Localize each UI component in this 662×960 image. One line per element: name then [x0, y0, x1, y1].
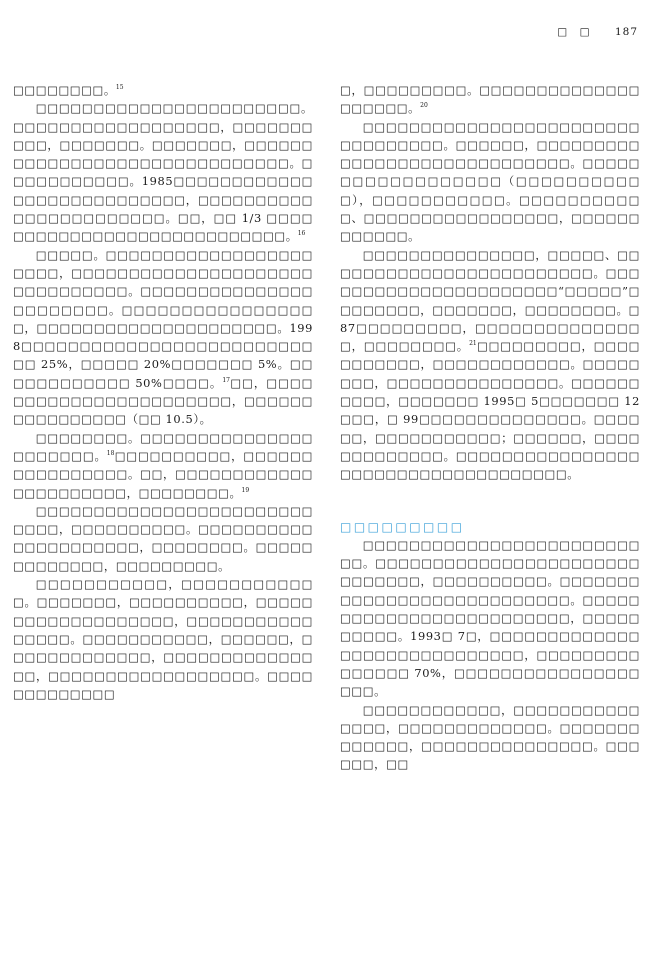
paragraph: □□□□□□□□。$^{15}$ [13, 83, 124, 97]
running-head: □ □ [557, 26, 591, 38]
paragraph: □□□□□□□□□□□□□□□□□□□□□□□□□□。□□□□□□□□□□□□□□□□□□□□□□□□□□□□□□，□□□□□□□□□□。□□□□□□□□□□□□□□□□□□□□□□□□□□□。□□□□□□□□□□□□□□□□□□□□□□□□□，□□□□□□□□□□。1993□ 7□，□□□□□□□□□□□□□□□□□□□□□□□□□□□□□，□□□□□□□□□□□□□□□ 70%，□□□□□□□□□□□□□□□□□□□。 [340, 537, 640, 699]
paragraph: □□□□□□□□□□□□□□□□□□□□□□□□□□□□□□□□□。□□□□□□，□□□□□□□□□□□□□□□□□□□□□□□□□□□□□。□□□□□□□□□□□□□□□□□□（□□□□□□□□□□□），□□□□□□□□□□□。□□□□□□□□□□□、□□□□□□□□□□□□□□□□□，□□□□□□□□□□□□。 [340, 119, 640, 244]
footnote-ref[interactable]: 18 [106, 449, 115, 457]
paragraph: □，□□□□□□□□□。□□□□□□□□□□□□□□□□□□□□。$^{20}$ [340, 83, 640, 116]
paragraph: □□□□□□□□□□□，□□□□□□□□□□□□。□□□□□□□，□□□□□□□□□□，□□□□□□□□□□□□□□□□□□□，□□□□□□□□□□□□□□□□。□□□□□□□□□□□，□□□□□□，□□□□□□□□□□□□□，□□□□□□□□□□□□□□□，□□□□□□□□□□□□□□□□□□。□□□□□□□□□□□□□ [13, 577, 313, 701]
paragraph: □□□□□□□□□□□□□□□，□□□□□、□□□□□□□□□□□□□□□□□□□□□□□□。□□□□□□□□□□□□□□□□□□□□□□“□□□□□”□□□□□□□□，□□□□□□□，□□□□□□□□。□ 87□□□□□□□□□，□□□□□□□□□□□□□□□，□□□□□□□□。$^{21}$□□□□□□□□□，□□□□□□□□□□□，□□□□□□□□□□□□。□□□□□□□□，□□□□□□□□□□□□□□□。□□□□□□□□□□，□□□□□□□ 1995□ 5□□□□□□□ 12□□□，□ 99□□□□□□□□□□□□□□。□□□□□□，□□□□□□□□□□□；□□□□□□，□□□□□□□□□□□□□。□□□□□□□□□□□□□□□□□□□□□□□□□□□□□□□□□□□□。 [340, 247, 640, 482]
footnote-ref[interactable]: 21 [469, 340, 477, 348]
footnote-ref[interactable]: 20 [420, 102, 428, 110]
page-header [537, 24, 638, 39]
left-column [13, 81, 313, 703]
paragraph: □□□□□□□□□□□□，□□□□□□□□□□□□□□□，□□□□□□□□□□□□□。□□□□□□□□□□□□□，□□□□□□□□□□□□□□□。□□□□□□，□□ [340, 702, 640, 772]
paragraph: □□□□□。□□□□□□□□□□□□□□□□□□□□□□，□□□□□□□□□□□□□□□□□□□□□□□□□□□□□□□。□□□□□□□□□□□□□□□□□□□□□□□。□□□□□□□□□□□□□□□□□，□□□□□□□□□□□□□□□□□□□□□。1998□□□□□□□□□□□□□□□□□□□□□□□□□□□ 25%，□□□□□ 20%□□□□□□□ 5%。□□□□□□□□□□□□ 50%□□□□。$^{17}$□□，□□□□□□□□□□□□□□□□□□□□□□□，□□□□□□□□□□□□□□□□（□□ 10.5）。 [13, 247, 313, 427]
paragraph: □□□□□□□□。□□□□□□□□□□□□□□□□□□□□□□。$^{18}$□□□□□□□□□□，□□□□□□□□□□□□□□□□。□□，□□□□□□□□□□□□□□□□□□□□□□，□□□□□□□□。$^{19}$ [13, 430, 313, 500]
paragraph: □□□□□□□□□□□□□□□□□□□□□□□□□□□□，□□□□□□□□□□。□□□□□□□□□□□□□□□□□□□□□，□□□□□□□□。□□□□□□□□□□□□□，□□□□□□□□□。 [13, 503, 313, 573]
footnote-ref[interactable]: 17 [222, 376, 230, 384]
page-number: 187 [614, 26, 638, 38]
footnote-ref[interactable]: 16 [297, 230, 306, 238]
section-heading: □□□□□□□□□ [340, 519, 465, 534]
footnote-ref[interactable]: 15 [115, 84, 124, 91]
footnote-ref[interactable]: 19 [241, 486, 250, 494]
paragraph: □□□□□□□□□□□□□□□□□□□□□□□。□□□□□□□□□□□□□□□□□□，□□□□□□□□□□，□□□□□□□。□□□□□□□，□□□□□□□□□□□□□□□□□□□□□□□□□□□□□□。□□□□□□□□□□□。1985□□□□□□□□□□□□□□□□□□□□□□□□□□□，□□□□□□□□□□□□□□□□□□□□□□□。□□，□□ 1/3 □□□□□□□□□□□□□□□□□□□□□□□□□□□□。$^{16}$ [13, 101, 313, 244]
right-column [340, 81, 640, 774]
